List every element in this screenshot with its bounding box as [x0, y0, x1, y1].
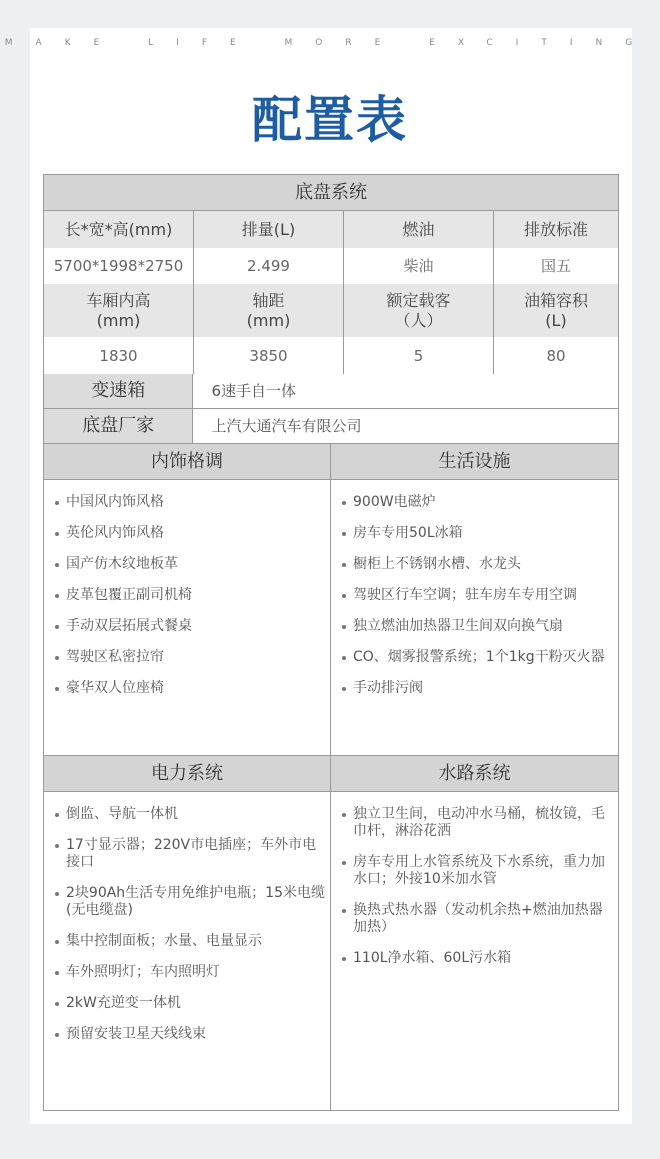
list-item: 手动双层拓展式餐桌 [44, 618, 330, 635]
displacement-value: 2.499 [194, 248, 344, 284]
list-item: 英伦风内饰风格 [44, 525, 330, 542]
dimensions-value: 5700*1998*2750 [44, 248, 194, 284]
emission-header: 排放标准 [494, 211, 618, 248]
list-item: 集中控制面板；水量、电量显示 [44, 933, 330, 950]
list-item: 17寸显示器；220V市电插座；车外市电接口 [44, 837, 330, 871]
tagline: MAKE LIFE MORE EXCITING [4, 38, 656, 48]
passengers-value: 5 [344, 337, 494, 374]
chassis-header-row-2 [44, 284, 618, 337]
list-item: 110L净水箱、60L污水箱 [331, 950, 618, 967]
power-list [44, 806, 330, 1043]
chassis-value-row-1 [44, 248, 618, 284]
dimensions-header: 长*宽*高(mm) [44, 211, 194, 248]
list-item: 手动排污阀 [331, 680, 618, 697]
water-column [331, 756, 618, 1110]
living-list [331, 494, 618, 697]
chassis-header-row-1 [44, 211, 618, 248]
manufacturer-row [44, 409, 618, 444]
wheelbase-header: 轴距 (mm) [194, 284, 344, 337]
interior-living-section [44, 444, 618, 756]
passengers-header: 额定载客 （人） [344, 284, 494, 337]
power-water-section [44, 756, 618, 1111]
list-item: 独立燃油加热器卫生间双向换气扇 [331, 618, 618, 635]
list-item: 900W电磁炉 [331, 494, 618, 511]
list-item: 皮革包覆正副司机椅 [44, 587, 330, 604]
list-item: 换热式热水器（发动机余热+燃油加热器加热） [331, 902, 618, 936]
list-item: 中国风内饰风格 [44, 494, 330, 511]
fuel-value: 柴油 [344, 248, 494, 284]
spec-sheet [43, 174, 619, 1111]
list-item: 橱柜上不锈钢水槽、水龙头 [331, 556, 618, 573]
gearbox-label: 变速箱 [44, 374, 193, 408]
gearbox-row [44, 374, 618, 409]
fuel-tank-value: 80 [494, 337, 618, 374]
list-item: 车外照明灯；车内照明灯 [44, 964, 330, 981]
cabin-height-value: 1830 [44, 337, 194, 374]
living-column [331, 444, 618, 755]
list-item: 驾驶区私密拉帘 [44, 649, 330, 666]
list-item: 豪华双人位座椅 [44, 680, 330, 697]
list-item: 房车专用50L冰箱 [331, 525, 618, 542]
manufacturer-label: 底盘厂家 [44, 409, 193, 443]
chassis-value-row-2 [44, 337, 618, 374]
list-item: CO、烟雾报警系统；1个1kg干粉灭火器 [331, 649, 618, 666]
living-heading: 生活设施 [331, 444, 618, 480]
interior-heading: 内饰格调 [44, 444, 330, 480]
power-heading: 电力系统 [44, 756, 330, 792]
list-item: 国产仿木纹地板革 [44, 556, 330, 573]
water-list [331, 806, 618, 967]
wheelbase-value: 3850 [194, 337, 344, 374]
water-heading: 水路系统 [331, 756, 618, 792]
list-item: 预留安装卫星天线线束 [44, 1026, 330, 1043]
displacement-header: 排量(L) [194, 211, 344, 248]
list-item: 倒监、导航一体机 [44, 806, 330, 823]
manufacturer-value: 上汽大通汽车有限公司 [193, 409, 618, 443]
chassis-heading: 底盘系统 [44, 175, 618, 211]
interior-column [44, 444, 331, 755]
power-column [44, 756, 331, 1110]
gearbox-value: 6速手自一体 [193, 374, 618, 408]
interior-list [44, 494, 330, 697]
list-item: 独立卫生间，电动冲水马桶，梳妆镜，毛巾杆，淋浴花洒 [331, 806, 618, 840]
list-item: 驾驶区行车空调；驻车房车专用空调 [331, 587, 618, 604]
list-item: 2kW充逆变一体机 [44, 995, 330, 1012]
emission-value: 国五 [494, 248, 618, 284]
cabin-height-header: 车厢内高 (mm) [44, 284, 194, 337]
list-item: 2块90Ah生活专用免维护电瓶；15米电缆(无电缆盘) [44, 885, 330, 919]
list-item: 房车专用上水管系统及下水系统，重力加水口；外接10米加水管 [331, 854, 618, 888]
fuel-header: 燃油 [344, 211, 494, 248]
fuel-tank-header: 油箱容积 (L) [494, 284, 618, 337]
page-title: 配置表 [252, 91, 408, 149]
